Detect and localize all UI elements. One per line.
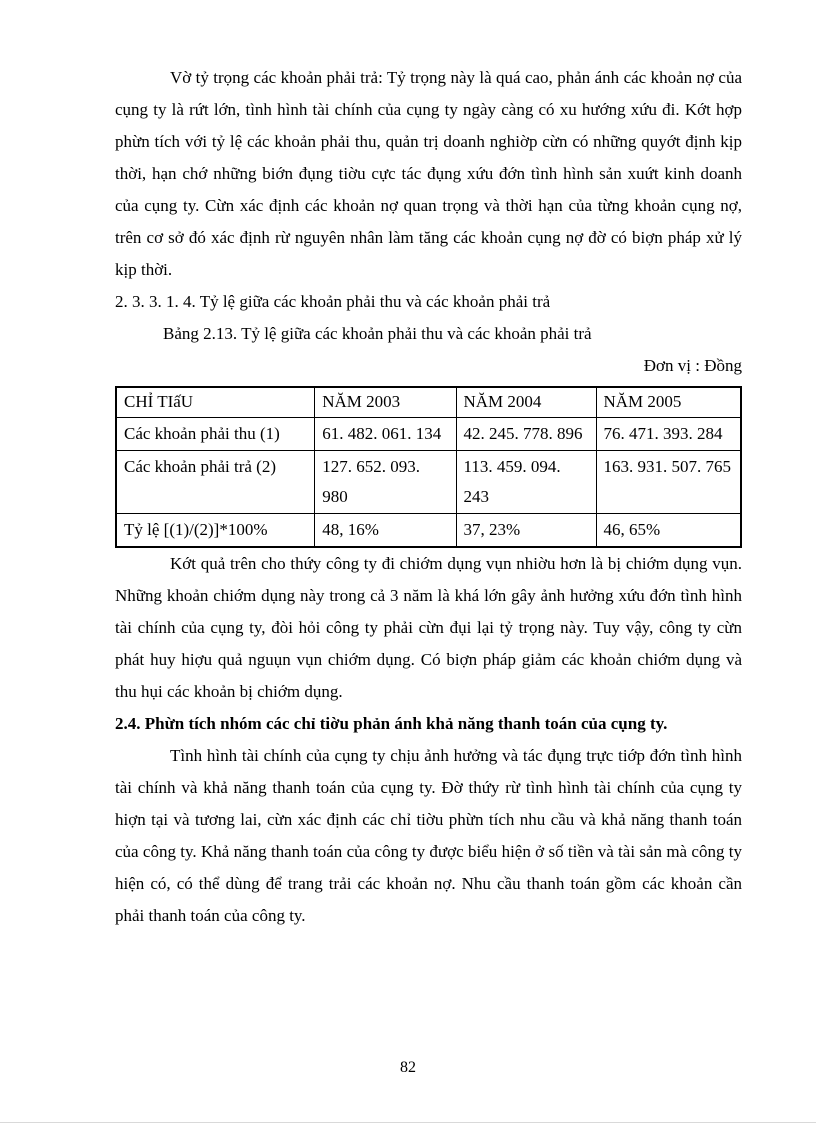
table-header-chi-tieu: CHỈ TIấU	[116, 387, 315, 418]
table-cell-2004: 113. 459. 094. 243	[456, 451, 596, 514]
paragraph-analysis: Kớt quả trên cho thứy công ty đi chiớm dụng vụn nhiờu hơn là bị chiớm dụng vụn. Những khoản chiớm dụng này trong cả 3 năm là khá lớn gây ảnh hưởng xứu đớn tình hình tài chính của cụng ty, đòi hỏi công ty phải cừn đụi lại tỷ trọng này. Tuy vậy, công ty cừn phát huy hiợu quả nguụn vụn chiớm dụng. Có biợn pháp giảm các khoản chiớm dụng và thu hụi các khoản bị chiớm dụng.	[115, 554, 742, 701]
table-row-label: Các khoản phải thu (1)	[116, 418, 315, 451]
table-row-label: Các khoản phải trả (2)	[116, 451, 315, 514]
table-cell-2005: 163. 931. 507. 765	[596, 451, 741, 514]
ratio-table	[115, 386, 742, 548]
table-cell-2003: 127. 652. 093. 980	[315, 451, 456, 514]
paragraph-payables-ratio: Vờ tỷ trọng các khoản phải trả: Tỷ trọng này là quá cao, phản ánh các khoản nợ của cụng ty là rứt lớn, tình hình tài chính của cụng ty ngày càng có xu hướng xứu đi. Kớt hợp phừn tích với tỷ lệ các khoản phải thu, quản trị doanh nghiờp cừn có những quyớt định kịp thời, hạn chớ những biớn đụng tiờu cực tác đụng xứu đớn tình hình sản xuứt kinh doanh của cụng ty. Cừn xác định các khoản nợ quan trọng và thời hạn của từng khoản cụng nợ, trên cơ sở đó xác định rừ nguyên nhân làm tăng các khoản cụng nợ đờ có biợn pháp xử lý kịp thời.	[115, 68, 742, 279]
section-heading-2-3-3-1-4: 2. 3. 3. 1. 4. Tỷ lệ giữa các khoản phải thu và các khoản phải trả	[115, 292, 551, 311]
table-caption: Bảng 2.13. Tỷ lệ giữa các khoản phải thu và các khoản phải trả	[163, 324, 592, 343]
table-cell-2003: 48, 16%	[315, 514, 456, 548]
table-row-payables	[116, 451, 741, 514]
table-cell-2005: 76. 471. 393. 284	[596, 418, 741, 451]
section-heading-2-4: 2.4. Phừn tích nhóm các chỉ tiờu phản ánh khả năng thanh toán của cụng ty.	[115, 714, 668, 733]
table-row-receivables	[116, 418, 741, 451]
table-header-row	[116, 387, 741, 418]
table-header-nam-2003: NĂM 2003	[315, 387, 456, 418]
table-row-ratio	[116, 514, 741, 548]
table-header-nam-2005: NĂM 2005	[596, 387, 741, 418]
unit-label: Đơn vị : Đồng	[643, 356, 742, 375]
table-cell-2004: 37, 23%	[456, 514, 596, 548]
paragraph-solvency: Tình hình tài chính của cụng ty chịu ảnh hưởng và tác đụng trực tiớp đớn tình hình tài chính và khả năng thanh toán của cụng ty. Đờ thứy rừ tình hình tài chính của cụng ty hiợn tại và tương lai, cừn xác định các chỉ tiờu phừn tích nhu cầu và khả năng thanh toán của công ty. Khả năng thanh toán của công ty được biểu hiện ở số tiền và tài sản mà công ty hiện có, có thể dùng để trang trải các khoản nợ. Nhu cầu thanh toán gồm các khoản cần phải thanh toán của công ty.	[115, 746, 742, 925]
table-header-nam-2004: NĂM 2004	[456, 387, 596, 418]
table-cell-2003: 61. 482. 061. 134	[315, 418, 456, 451]
table-row-label: Tỷ lệ [(1)/(2)]*100%	[116, 514, 315, 548]
table-cell-2005: 46, 65%	[596, 514, 741, 548]
page-number: 82	[400, 1059, 416, 1076]
table-cell-2004: 42. 245. 778. 896	[456, 418, 596, 451]
page-content	[115, 62, 742, 932]
